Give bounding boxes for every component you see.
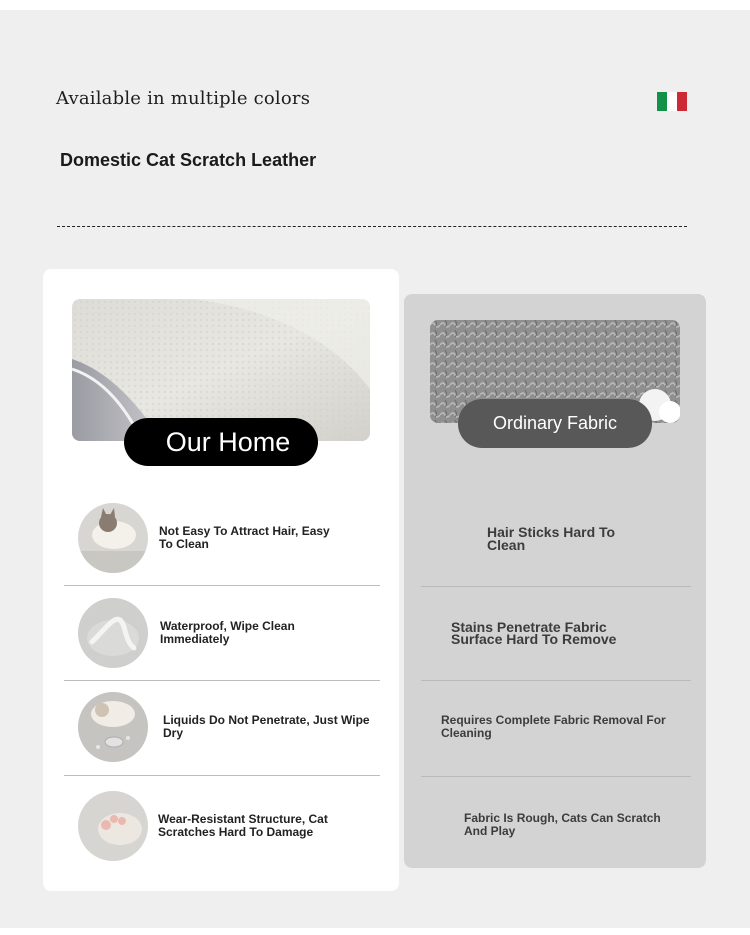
- comparison-row: [421, 586, 691, 680]
- feature-text: Liquids Do Not Penetrate, Just Wipe Dry: [163, 713, 370, 740]
- comparison-text: Fabric Is Rough, Cats Can Scratch And Play: [464, 811, 661, 838]
- comparison-row: [421, 778, 691, 872]
- water-drop-icon: [78, 598, 148, 668]
- ordinary-fabric-label: Ordinary Fabric: [492, 413, 618, 433]
- our-home-label: Our Home: [165, 426, 291, 457]
- dashed-divider: [57, 226, 687, 227]
- kitten-liquid-icon: [78, 692, 148, 762]
- cat-on-leather-icon: [78, 503, 148, 573]
- feature-row: [64, 586, 380, 680]
- feature-row: [64, 491, 380, 585]
- comparison-text: Hair Sticks Hard To Clean: [487, 524, 616, 553]
- comparison-row: [421, 680, 691, 774]
- ordinary-fabric-badge: [458, 399, 652, 448]
- our-home-card: [43, 269, 399, 891]
- italy-flag-icon: [657, 92, 687, 111]
- feature-text: Not Easy To Attract Hair, Easy To Clean: [159, 524, 330, 551]
- feature-text: Wear-Resistant Structure, Cat Scratches Hard To Damage: [158, 812, 328, 839]
- comparison-text: Stains Penetrate Fabric Surface Hard To Remove: [451, 619, 617, 647]
- feature-row: [64, 779, 380, 873]
- feature-row: [64, 680, 380, 774]
- feature-text: Waterproof, Wipe Clean Immediately: [160, 619, 295, 646]
- ordinary-fabric-card: [404, 294, 706, 868]
- product-subtitle: Domestic Cat Scratch Leather: [60, 150, 317, 170]
- our-home-badge: [124, 418, 318, 466]
- comparison-row: [421, 492, 691, 586]
- cat-paw-icon: [78, 791, 148, 861]
- row-divider: [64, 775, 380, 776]
- row-divider: [421, 776, 691, 777]
- page-title: Available in multiple colors: [56, 88, 311, 109]
- comparison-text: Requires Complete Fabric Removal For Cleaning: [441, 713, 666, 740]
